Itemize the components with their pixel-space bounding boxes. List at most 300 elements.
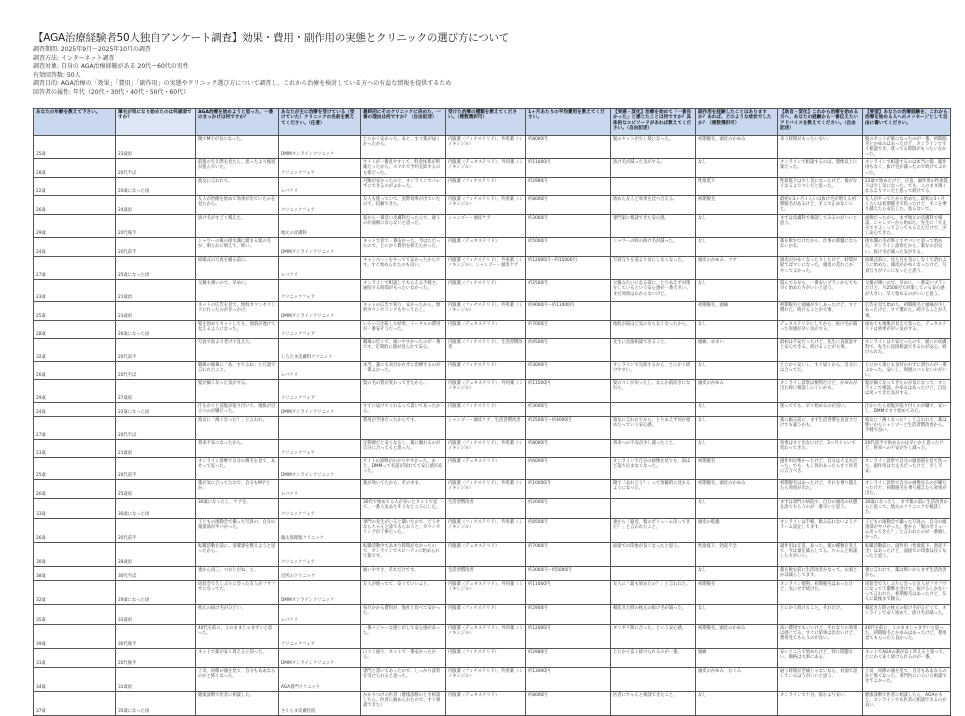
onset-cell: 20代後半 (116, 214, 196, 237)
cost-cell: 約2000円 (526, 498, 611, 518)
clinic-cell: クリニックフォア (279, 320, 361, 338)
clinic-cell: DMMオンラインクリニック (279, 136, 361, 159)
clinic-cell: レバクリ (279, 257, 361, 280)
trigger-cell: 同窓会で久しぶりに会った友人がフサフサになってた。 (196, 580, 279, 604)
onset-cell: 23歳頃 (116, 136, 196, 159)
age-cell: 32歳 (34, 580, 116, 604)
message-cell: 広告を見て始めた。初期脱毛と頭痛が少しあったけど、すぐ慣れた。続けることが大事。 (863, 302, 951, 320)
trigger-cell: 転職活動を前に、清潔感を整えようと思ったから。 (196, 542, 279, 566)
survey-table (33, 108, 951, 716)
table-row (34, 195, 951, 214)
onset-cell: 21歳頃 (116, 280, 196, 302)
best-cell: 彼女に言われてから、とりあえず何か始めたっていう安心感。 (611, 416, 696, 439)
advice-cell: 性欲低下は少し気になったけど、髪がなくなるよりマシだと思った。 (778, 177, 863, 195)
cost-cell: 約11500円 (526, 379, 611, 402)
treatment-cell: 内服薬（フィナステリド）、外用薬（ミノキシジル） (446, 479, 526, 498)
onset-cell: 20代後半 (116, 648, 196, 667)
clinic-cell: レバクリ (279, 361, 361, 379)
cost-cell: 約10000円 (526, 479, 611, 498)
age-cell: 27歳 (34, 416, 116, 439)
clinic-cell: レバクリ (279, 177, 361, 195)
treatment-cell: 内服薬（フィナステリド） (446, 177, 526, 195)
treatment-cell: 内服薬（デュタステリド） (446, 542, 526, 566)
table-row (34, 580, 951, 604)
treatment-cell: シャンプー・頭皮ケア (446, 214, 526, 237)
onset-cell: 20歳になった頃 (116, 177, 196, 195)
header-best: 【実感・変化】治療を始めて「一番良かった」と感じたことは何ですか？具体的なエピソードがあれば教えてください。（自由記述） (611, 109, 696, 136)
trigger-cell: 抜け毛がすごく増えた。 (196, 214, 279, 237)
trigger-cell: 妻から再三、つむじがね、と。 (196, 566, 279, 580)
cost-cell: 約3000円～約5000円 (526, 566, 611, 580)
onset-cell: 27歳頃 (116, 379, 196, 402)
message-cell: 固めても地肌が見えて焦った。デュタステリドは効果が早い気がする。 (863, 320, 951, 338)
header-trigger: AGA治療を始めようと思った、一番のきっかけは何ですか？ (196, 109, 279, 136)
trigger-cell: 写真で前より老けて見えた。 (196, 338, 279, 361)
meta-target: 調査対象: 自身の AGA治療経験がある 20代～60代の男性 (33, 63, 189, 71)
header-treatment: 受けた治療の種類を教えてください。（複数選択可） (446, 109, 526, 136)
meta-purpose: 調査目的: AGA治療の「効果」「費用」「副作用」の実態やクリニック選び方について調査し、これから治療を検討している方への有益な情報を提供するため (33, 80, 452, 88)
message-cell: オンライン診察で自分の頭頂部を見て焦った。副作用は大丈夫だったけど、少し不安。 (863, 457, 951, 479)
onset-cell: 31歳頃 (116, 667, 196, 691)
document-title: 【AGA治療経験者50人独自アンケート調査】効果・費用・副作用の実態とクリニックの選び方について (33, 32, 510, 44)
table-row (34, 320, 951, 338)
reason-cell: 口コミ通り、ネットで一番安かったから。 (361, 648, 446, 667)
message-cell: オンラインは不安だったので、通いの皮膚科で。先生に直接相談できるのが安心。続けられた。 (863, 338, 951, 361)
treatment-cell: 内服薬（デュタステリド）、外用薬（ミノキシジル） (446, 379, 526, 402)
message-cell: 結婚式前に、見た目を気にしなくて済むように始めた。頭皮がかゆくなったけど、写真写りがマシになったと思う。 (863, 257, 951, 280)
side-effects-cell: なし (696, 416, 778, 439)
cost-cell: 約8000円 (526, 195, 611, 214)
onset-cell: 25歳頃 (116, 479, 196, 498)
advice-cell: 通う時間が苦痛じゃないなら、対面で話しているほうがいいと思う。 (778, 667, 863, 691)
trigger-cell: 枕元の抜け毛がひどい。 (196, 604, 279, 624)
clinic-cell: レバクリ (279, 604, 361, 624)
side-effects-cell: 性欲低下 (696, 177, 778, 195)
age-cell: 26歳 (34, 479, 116, 498)
message-cell: 40代を前に、このままじゃまずいと思った。初期脱毛とかゆみはあったけど、費用見てもらったら良かった。 (863, 624, 951, 648)
advice-cell: 最初は不安だったけど、先生に直接話すと安心できる。続けることが大事。 (778, 338, 863, 361)
table-row (34, 691, 951, 715)
treatment-cell: 内服薬（フィナステリド） (446, 648, 526, 667)
trigger-cell: 鏡でM字が気になった。 (196, 136, 279, 159)
age-cell: 23歳 (34, 280, 116, 302)
best-cell: 妻から「最近、髪のボリューム戻ってきた？」と言われたこと。 (611, 518, 696, 542)
onset-cell: 20代前半 (116, 518, 196, 542)
message-cell: 父親が薄いので、早めに。一番安いプランだけど、月2500円で対策している安心感が大きい。早く始めるのがいいと思う。 (863, 280, 951, 302)
trigger-cell: ネットで薬が安く買えると知った。 (196, 648, 279, 667)
message-cell: オンラインで相談するのは本当に楽。副作用もなく、抜け毛が減ったので続けてよかった。 (863, 159, 951, 177)
message-cell: 彼女に「薄くなった？」と言われて、薬は怖いからシャンプーと生活習慣改善から。手軽で良い。 (863, 416, 951, 439)
survey-meta (33, 46, 451, 98)
meta-period: 調査期間: 2025年9月～2025年10月の調査 (33, 46, 151, 53)
trigger-cell: 30歳になったし、ケアを。 (196, 498, 279, 518)
reason-cell: 家から一番近い皮膚科だったんで、通うのが面倒にならないと思った。 (361, 214, 446, 237)
reason-cell: 転職活動中であまり時間がなかったので、オンラインでスピーディに始められて楽です。 (361, 542, 446, 566)
cost-cell: 約4500円 (526, 338, 611, 361)
age-cell: 25歳 (34, 136, 116, 159)
side-effects-cell: 初期脱毛、頭皮のかゆみ (696, 136, 778, 159)
onset-cell: 20代前半 (116, 457, 196, 479)
clinic-cell: DMMオンラインクリニック (279, 238, 361, 257)
reason-cell: 友人が使ってて、安くていいよと。 (361, 580, 446, 604)
best-cell (611, 667, 696, 691)
treatment-cell: 内服薬（フィナステリド） (446, 402, 526, 416)
table-row (34, 159, 951, 177)
advice-cell: オンライン診察は便利だけど、かゆみが出た時に相談しにくいかも。 (778, 379, 863, 402)
reason-cell: 本当、誰にも気付かれずに治療するのが一番よかった。 (361, 361, 446, 379)
trigger-cell: ネットの広告を見て、無料カウンセリングに行ったのがきっかけ。 (196, 302, 279, 320)
best-cell (611, 302, 696, 320)
best-cell: とにかく安く続けられるのが一番。 (611, 648, 696, 667)
reason-cell: 職場の近くで、通いやすかったのが一番です。定期的に顔が見られて安心。 (361, 338, 446, 361)
message-cell: ネットでAGAの薬が安く買えると知って、とにかく安く続けられるのが一番。 (863, 648, 951, 667)
cost-cell: 約2980円 (526, 177, 611, 195)
advice-cell: 迷ってても、早く始めるのが良い。 (778, 402, 863, 416)
treatment-cell: 内服薬（デュタステリド）、外用薬（ミノキシジル） (446, 624, 526, 648)
reason-cell: ネットの広告で知り、安かったから。無料カウンセリングもやってたし。 (361, 302, 446, 320)
reason-cell: いろいろ比較した結果、トータルの費用が一番安そうだった。 (361, 320, 446, 338)
clinic-cell: DMMオンラインクリニック (279, 457, 361, 479)
cost-cell: 約3000円 (526, 214, 611, 237)
age-cell: 25歳 (34, 302, 116, 320)
clinic-cell: クリニックフォア (279, 195, 361, 214)
message-cell: 30歳になったし、まず薬の前に生活改善からと思って。地元のクリニックで相談した。 (863, 498, 951, 518)
age-cell: 27歳 (34, 257, 116, 280)
cost-cell: 約7000円 (526, 320, 611, 338)
side-effects-cell: なし (696, 691, 778, 715)
onset-cell: 28歳頃 (116, 542, 196, 566)
treatment-cell: 内服薬（フィナステリド） (446, 280, 526, 302)
best-cell: 始めた友人と効果を比べ合える。 (611, 195, 696, 214)
trigger-cell: 彼女に「薄くなった？」と言われ。 (196, 416, 279, 439)
meta-method: 調査方法: インターネット調査 (33, 54, 115, 62)
trigger-cell: 髪を固めてセットしても、地肌が透けて見えるようになった。 (196, 320, 279, 338)
best-cell: 髪のセットが少し楽になった。 (611, 136, 696, 159)
message-cell: 転職活動前に。副作用（性欲低下、勃起不全）はあったけど、面接での印象は良くなったと思う。 (863, 542, 951, 566)
side-effects-cell: 初期脱毛、頭痛 (696, 302, 778, 320)
treatment-cell: 内服薬（デュタステリド） (446, 457, 526, 479)
best-cell: 面接での印象が良くなったと思う。 (611, 542, 696, 566)
header-age: あなたの年齢を教えて下さい。 (34, 109, 116, 136)
trigger-cell: 前髪の生え際を見たら、思ったより後退が進んでいた。 (196, 159, 279, 177)
age-cell: 30歳 (34, 542, 116, 566)
side-effects-cell: 初期脱毛 (696, 195, 778, 214)
message-cell: 20代前半で始めるのは早いかと思ったけど、将来への不安が少し減った。 (863, 439, 951, 457)
best-cell (611, 177, 696, 195)
trigger-cell: 40代を前に、このままじゃまずいと思った。 (196, 624, 279, 648)
advice-cell: 副作用は正直、あった。薬の種類を変えて、今は量を減らしてる。ちゃんと相談した方がいい。 (778, 542, 863, 566)
table-row (34, 566, 951, 580)
side-effects-cell: 初期脱毛、頭皮のかゆみ (696, 624, 778, 648)
reason-cell: かかりつけの医者（健康診断のとき相談したら、医者に勧められたので、すぐ相談できた） (361, 691, 446, 715)
best-cell: オンラインで自分の画像を見ても、前ほど落ち込まなくなった。 (611, 457, 696, 479)
table-row (34, 280, 951, 302)
table-body (34, 136, 951, 716)
trigger-cell: オンライン診療で自分の薄毛を見て、あせって思った。 (196, 457, 279, 479)
advice-cell: 頭皮がかゆくなったりしたけど、時間が経てばマシになった。頭皮の荒れとか、やってよかった。 (778, 257, 863, 280)
header-advice: 【助言・変化】これから治療を始める方へ、あなたの経験から一番伝えたいアドバイスを教えてください。（自由記述） (778, 109, 863, 136)
reason-cell: とにかく安かった。あと、すぐ薬が届くかったから。 (361, 136, 446, 159)
table-row (34, 667, 951, 691)
clinic-cell: クリニックフォア (279, 624, 361, 648)
reason-cell: ネットで見て一番安かった。今はただったので、とにかく費用を抑えたかった。 (361, 238, 446, 257)
side-effects-cell: なし (696, 402, 778, 416)
advice-cell: まずは専門の病院で、自分の頭皮の状態を診てもらうのが一番早いと思う。 (778, 498, 863, 518)
advice-cell: まずは皮膚科で相談してみるのがいいと思う。 (778, 214, 863, 237)
table-row (34, 648, 951, 667)
cost-cell: 約6000円 (526, 457, 611, 479)
meta-attributes: 回答者の属性: 年代（20代・30代・40代・50代・60代） (33, 88, 190, 96)
best-cell: 地肌が前ほど気にならなくなったから。 (611, 320, 696, 338)
advice-cell: 薬を飲むだけだから、仕事の邪魔にならないかな。 (778, 238, 863, 257)
message-cell: 排水溝の毛が怖くてヤバいと思って始めた。オンライン診察だから、楽なのが良い。抜け毛が減った気がする。 (863, 238, 951, 257)
best-cell: 髪のコシが戻ったし、なんか前向きになれた。 (611, 379, 696, 402)
trigger-cell: 彼女に言われて。 (196, 177, 279, 195)
age-cell: 25歳 (34, 457, 116, 479)
side-effects-cell: なし (696, 361, 778, 379)
side-effects-cell: なし (696, 159, 778, 177)
advice-cell: 高い費用でもいいけど、それなりの効果は感じてる。すぐに結果は出ないけど、費用見てもらうのが良い。 (778, 624, 863, 648)
advice-cell: 初期脱毛はあったけど、それを乗り越えたら効果が出た。 (778, 479, 863, 498)
side-effects-cell: 頭皮の乾燥 (696, 518, 778, 542)
message-cell: オンライン診察で自分の画像見るのが嫌だったけど、初期脱毛を乗り越えたら効果が出た。 (863, 479, 951, 498)
message-cell: 同窓会で久しぶりに会った友人がフサフサになってて衝撃を受けた。抜けるしかないって言われた。初期脱毛はあったけど、友人に最後まで頼る。 (863, 580, 951, 604)
cost-cell: 約11000円 (526, 159, 611, 177)
clinic-cell: 銀太郎理髪クリニック (279, 518, 361, 542)
reason-cell: 費用が手頃だったからです。 (361, 416, 446, 439)
cost-cell: 約11000円 (526, 580, 611, 604)
advice-cell: とにかく続けること。それだけ。 (778, 604, 863, 624)
cost-cell: 約2900円 (526, 604, 611, 624)
onset-cell: 22歳になった頃 (116, 402, 196, 416)
table-row (34, 498, 951, 518)
onset-cell: 20代半ば (116, 159, 196, 177)
header-onset: 薄毛が気になり始めたのは何歳頃ですか？ (116, 109, 196, 136)
clinic-cell (279, 416, 361, 439)
advice-cell: とにかく安いし、すぐ届くから、自分には合ってた。 (778, 361, 863, 379)
onset-cell: 20代前半 (116, 238, 196, 257)
age-cell: 32歳 (34, 338, 116, 361)
message-cell: 朝起きた時の枕元の抜け毛がひどくて、オンラインで安く始めて、抜け毛が減った。 (863, 604, 951, 624)
side-effects-cell: 初期脱毛 (696, 457, 778, 479)
table-row (34, 361, 951, 379)
reason-cell: 通いやすさ、それだけです。 (361, 566, 446, 580)
treatment-cell: 内服薬（フィナステリド） (446, 604, 526, 624)
reason-cell: 専門と書いてあったので、しっかり診察を受けられると思った。 (361, 667, 446, 691)
treatment-cell: 内服薬（フィナステリド）、外用薬（ミノキシジル） (446, 439, 526, 457)
message-cell: 上司、同僚の頭を見て、自分もああなるのかと怖くなった。専門医にいろいろ相談できてよかった。 (863, 667, 951, 691)
best-cell: 友人に「最も始めたの？」と言われた。 (611, 580, 696, 604)
treatment-cell: 内服薬（フィナステリド）、外用薬（ミノキシジル） (446, 195, 526, 214)
best-cell: オンラインで完結するから、とにかく続けやすい。 (611, 361, 696, 379)
age-cell: 26歳 (34, 518, 116, 542)
advice-cell: 来う時間がもったいない。 (778, 136, 863, 159)
cost-cell: 約7000円 (526, 542, 611, 566)
clinic-cell: DMMオンラインクリニック (279, 580, 361, 604)
age-cell: 28歳 (34, 320, 116, 338)
age-cell: 33歳 (34, 498, 116, 518)
side-effects-cell: なし (696, 439, 778, 457)
advice-cell: 薬を飲む前に生活改善かなって。お酒とかは減らしてます。 (778, 566, 863, 580)
age-cell: 37歳 (34, 691, 116, 715)
side-effects-cell: 頭皮のかゆみ、ツヤ (696, 257, 778, 280)
table-row (34, 542, 951, 566)
clinic-cell: さくらま皮膚医院 (279, 691, 361, 715)
best-cell: シャワーの時の抜け毛が減った。 (611, 238, 696, 257)
side-effects-cell: なし (696, 604, 778, 624)
trigger-cell: 友人が治療を始めて効果が出ていたのを見たから。 (196, 195, 279, 214)
trigger-cell: 父親も薄いので、早めに。 (196, 280, 279, 302)
header-reason: 最終的にそのクリニックに決めた、一番の理由は何ですか？（自由記述） (361, 109, 446, 136)
trigger-cell: シャワーの後の排水溝に溜まる髪の毛が、明らかに増えて、怖い。 (196, 238, 279, 257)
cost-cell: 約13000円 (526, 667, 611, 691)
age-cell: 24歳 (34, 238, 116, 257)
age-cell: 28歳 (34, 159, 116, 177)
trigger-cell: 結婚式の写真を撮る前に。 (196, 257, 279, 280)
message-cell: 健康診断で医者に相談したら、AGAかもと。オンラインでも医者に相談できるのが良い。 (863, 691, 951, 715)
reason-cell: 友人も使っていて、実際効果が出ていたので、信頼できた。 (361, 195, 446, 214)
treatment-cell: 内服薬（フィナステリド）、外用薬（ミノキシジル） (446, 667, 526, 691)
treatment-cell: 内服薬（デュタステリド）、外用薬（ミノキシジル） (446, 580, 526, 604)
table-row (34, 257, 951, 280)
trigger-cell: 健康診断で医者に相談した。 (196, 691, 279, 715)
advice-cell: オンラインは手軽。飲み忘れないようアラーム設定してます。 (778, 518, 863, 542)
reason-cell: 月額が安かったのと、オンラインでバレずにできるのがよかった。 (361, 177, 446, 195)
onset-cell: 35歳になった頃 (116, 691, 196, 715)
treatment-cell: 内服薬（フィナステリド）、外用薬（ミノキシジル） (446, 136, 526, 159)
clinic-cell: AGA専門クリニック (279, 667, 361, 691)
onset-cell: 23歳頃 (116, 302, 196, 320)
reason-cell: 髪の毛の質が変わってきたから。 (361, 379, 446, 402)
message-cell: 友人がやってたから始めた。最初の1ヶ月くらいは初期脱毛で焦ったけど、そこを乗り越えたら安定した。焦らないで。 (863, 195, 951, 214)
clinic-cell: しろたま皮膚科クリニック (279, 338, 361, 361)
trigger-cell: 上司、同僚の頭を見て、自分もああなるのかと怖くなった。 (196, 667, 279, 691)
onset-cell: 33歳頃 (116, 604, 196, 624)
reason-cell: サイトが一番見やすくて、料金体系が明確だったから。スマホで予約完結するのも楽だった。 (361, 159, 446, 177)
onset-cell: 21歳頃 (116, 439, 196, 457)
treatment-cell: 内服薬（フィナステリド）、生活習慣改善 (446, 338, 526, 361)
advice-cell: 初期脱毛と頭痛が少しあったけど、すぐ慣れた。続けることが大事。 (778, 302, 863, 320)
cost-cell: 約9000円～約11000円 (526, 302, 611, 320)
best-cell: 専門家に相談できた安心感。 (611, 214, 696, 237)
age-cell: 29歳 (34, 379, 116, 402)
treatment-cell: シャンプー・頭皮ケア、生活習慣改善 (446, 416, 526, 439)
clinic-cell: クリニックフォア (279, 280, 361, 302)
best-cell: 抜け毛が減った気がする。 (611, 159, 696, 177)
message-cell: 妻に言われて、薬は怖いからまず生活改善から。 (863, 566, 951, 580)
clinic-cell: DMMオンラインクリニック (279, 648, 361, 667)
trigger-cell: 汗をかくと前髪が張り付いて、地肌が目立つのが嫌だった。 (196, 402, 279, 416)
message-cell: 髪が細くなってきたのが気になって、オンラインで相談。かゆみはあったけど、自信は戻ってきた気がする。 (863, 379, 951, 402)
table-row (34, 457, 951, 479)
message-cell: 22歳で始めたけど、正直、副作用の性欲低下は少し気になった。でも、このまま薄くなるよりマシだと思って続けてる。 (863, 177, 951, 195)
treatment-cell: 生活習慣改善 (446, 566, 526, 580)
clinic-cell: クリニックフォア (279, 439, 361, 457)
onset-cell: 30歳になった頃 (116, 498, 196, 518)
age-cell: 39歳 (34, 624, 116, 648)
table-row (34, 379, 951, 402)
clinic-cell: レバクリ (279, 479, 361, 498)
table-row (34, 238, 951, 257)
treatment-cell: 内服薬（フィナステリド）、外用薬（ミノキシジル）、シャンプー・頭皮ケア (446, 257, 526, 280)
reason-cell: 専門の先生がいると聞いたので、どうせならちゃんと診てもらおうと、カウンセリングが丁寧だった。 (361, 518, 446, 542)
cost-cell: 約12000円 (526, 624, 611, 648)
clinic-cell: クリニックフォア (279, 379, 361, 402)
cost-cell: 約3000円 (526, 361, 611, 379)
advice-cell: 副作用が怖かったけど、自分は大丈夫だった。でも、もし何かあったらすぐ医者に言うべき。 (778, 457, 863, 479)
cost-cell: 約12000円～約15000円 (526, 257, 611, 280)
treatment-cell: 内服薬（フィナステリド）、外用薬（ミノキシジル） (446, 518, 526, 542)
trigger-cell: 将来不安になったから。 (196, 439, 279, 457)
onset-cell: 25歳になった頃 (116, 257, 196, 280)
header-message: 【要望】あなたの治療経験を、これから治療を始める人へのメッセージとして自由に書いてください。 (863, 109, 951, 136)
treatment-cell: 内服薬（デュタステリド） (446, 320, 526, 338)
onset-cell: 30代半ば (116, 566, 196, 580)
side-effects-cell: なし (696, 238, 778, 257)
treatment-cell: 内服薬（デュタステリド） (446, 691, 526, 715)
advice-cell: オンラインで十分。悩むより安い。 (778, 691, 863, 715)
header-row (34, 109, 951, 136)
best-cell: 医者にちゃんと相談できたこと。 (611, 691, 696, 715)
side-effects-cell: なし (696, 498, 778, 518)
table-row (34, 518, 951, 542)
side-effects-cell: 頭痛 (696, 648, 778, 667)
table-row (34, 177, 951, 195)
onset-cell: 24歳頃 (116, 195, 196, 214)
advice-cell: 薬に頼る前に、まず生活習慣を見直すだけでも違うかも。 (778, 416, 863, 439)
onset-cell: 20代半ば (116, 416, 196, 439)
treatment-cell: 内服薬（フィナステリド） (446, 361, 526, 379)
advice-cell: オンラインで相談するのは、想像以上に楽だった。 (778, 159, 863, 177)
header-cost: 1ヶ月あたりの平均費用を教えてください。 (526, 109, 611, 136)
side-effects-cell: 初期脱毛 (696, 580, 778, 604)
treatment-cell: 内服薬（フィナステリド）、外用薬（ミノキシジル） (446, 302, 526, 320)
message-cell: とにかく誰にも気付かれずに済むのが一番よかった。安いし、周囲にバレないのがいい。 (863, 361, 951, 379)
reason-cell: 薬が効いてたから、そのまま。 (361, 479, 446, 498)
onset-cell: 30代後半 (116, 624, 196, 648)
age-cell: 24歳 (34, 402, 116, 416)
reason-cell: 定期便だと安くなるし、薬に頼れるのが自分に合ってると思った。 (361, 439, 446, 457)
side-effects-cell: 初期脱毛、頭皮のかゆみ (696, 479, 778, 498)
table-row (34, 416, 951, 439)
age-cell: 22歳 (34, 177, 116, 195)
side-effects-cell: 頭痛、めまい (696, 338, 778, 361)
side-effects-cell: なし (696, 320, 778, 338)
table-row (34, 624, 951, 648)
best-cell: 鏡で「あれどう？」って客観的に見れるようになった。 (611, 479, 696, 498)
best-cell: 父親みたいになる前に、とりあえず対策をしているという安心感が一番大きい。まだ効果はわからないけど。 (611, 280, 696, 302)
best-cell: 将来への不安が少し減ったこと。 (611, 439, 696, 457)
header-clinic: あなたが主に治療を受けている（受けていた）クリニックの名前を教えてください。（任意） (279, 109, 361, 136)
best-cell (611, 402, 696, 416)
clinic-cell: クリニックフォア (279, 159, 361, 177)
clinic-cell: クリニックフォア (279, 498, 361, 518)
clinic-cell: DMMオンラインクリニック (279, 302, 361, 320)
cost-cell: 約8000円 (526, 691, 611, 715)
advice-cell: 効果はすぐ出ないけど、3ヶ月ぐらいで変わってきた。 (778, 439, 863, 457)
advice-cell: デュタステリドにしてから、抜け毛が減った実感が早い気がする。 (778, 320, 863, 338)
table-row (34, 302, 951, 320)
table-row (34, 214, 951, 237)
reason-cell: キャンペーンをやってて安かったからです。すぐ始められたのも良い。 (361, 257, 446, 280)
best-cell (611, 498, 696, 518)
clinic-cell: 近所のクリニック (279, 566, 361, 580)
age-cell: 31歳 (34, 648, 116, 667)
treatment-cell: 生活習慣改善 (446, 498, 526, 518)
best-cell: 写真写りを前より気にしなくなった。 (611, 257, 696, 280)
clinic-cell: 地元の皮膚科 (279, 214, 361, 237)
cost-cell: 約8000円 (526, 439, 611, 457)
